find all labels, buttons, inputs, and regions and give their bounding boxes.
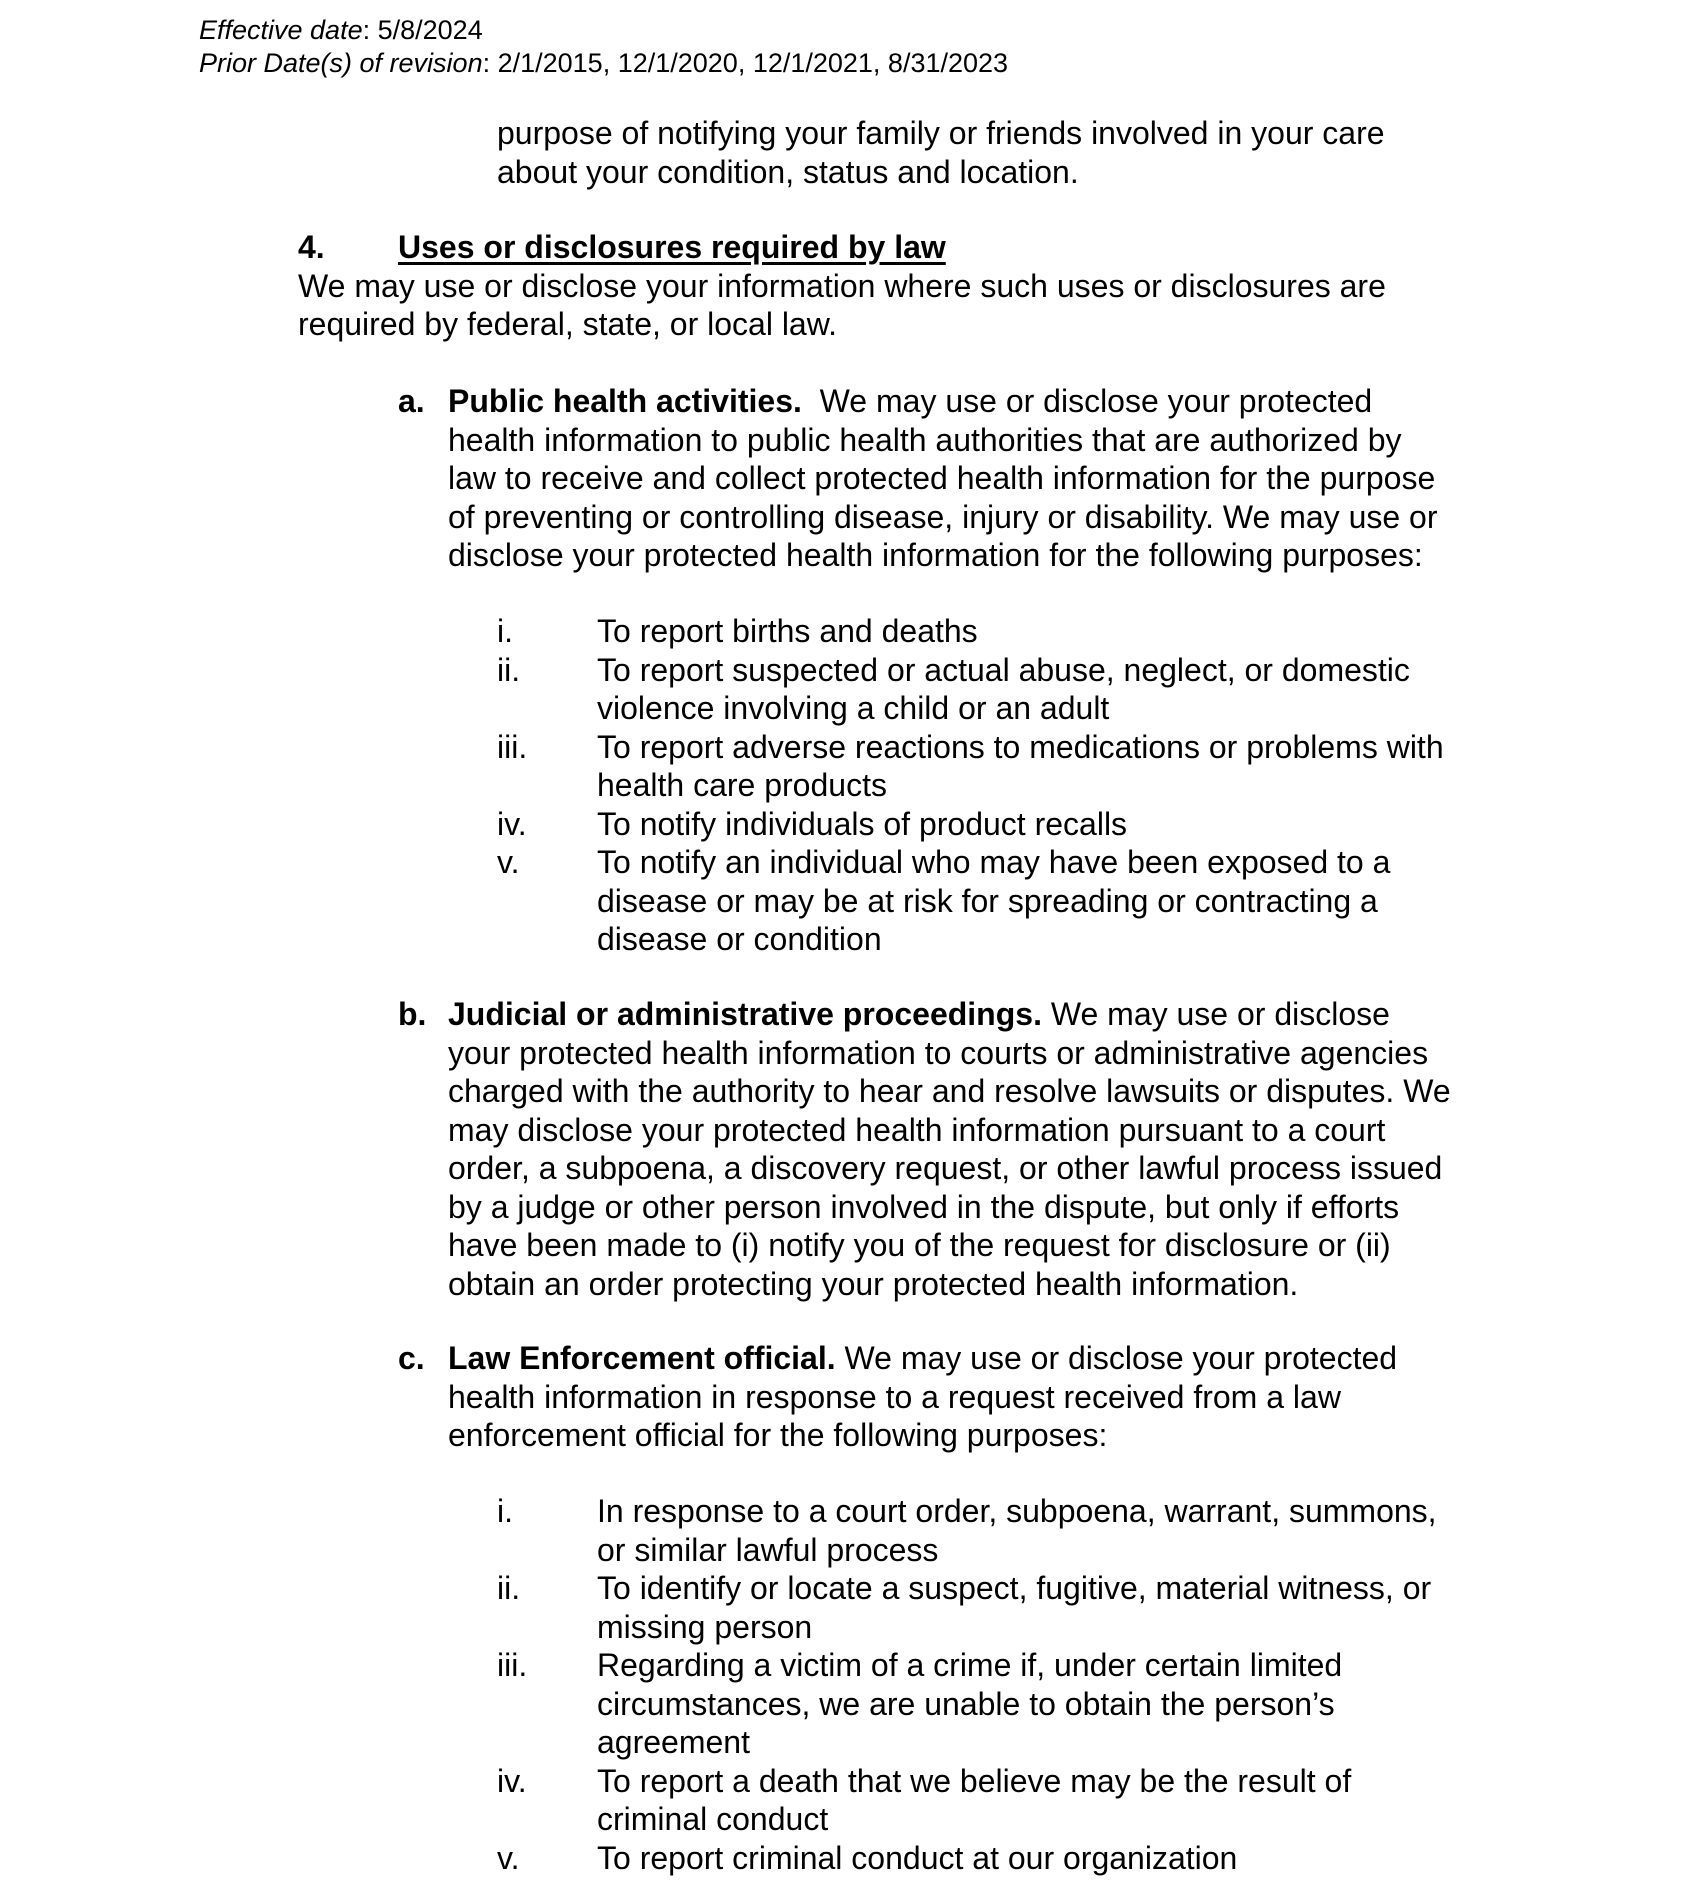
list-item-line: violence involving a child or an adult (597, 690, 1110, 726)
list-item-line: To report suspected or actual abuse, neglect, or domestic (597, 651, 1410, 688)
section-number: 4. (298, 229, 325, 265)
list-item-line: Regarding a victim of a crime if, under certain limited (597, 1647, 1343, 1683)
list-item-line: disease or condition (597, 921, 882, 957)
list-item (497, 1569, 1507, 1646)
list-item-text (597, 1762, 1507, 1839)
subsection-line: obtain an order protecting your protected health information. (448, 1265, 1299, 1302)
subsection-letter: a. (398, 383, 425, 419)
list-item-number: iv. (497, 1762, 527, 1799)
subsection-title: Judicial or administrative proceedings. (448, 996, 1042, 1032)
list-item-text (597, 1839, 1507, 1878)
subsection-a (398, 382, 1508, 575)
subsection-text: We may use or disclose your protected (835, 1340, 1398, 1376)
subsection-title: Law Enforcement official. (448, 1340, 836, 1376)
list-item-line: To report criminal conduct at our organization (597, 1839, 1238, 1876)
subsection-line: order, a subpoena, a discovery request, or other lawful process issued (448, 1150, 1443, 1186)
list-item-number: v. (497, 1839, 520, 1876)
list-item-line: In response to a court order, subpoena, warrant, summons, (597, 1493, 1437, 1529)
list-item-line: health care products (597, 767, 887, 803)
list-item-number: i. (497, 613, 513, 649)
revision-dates-label: Prior Date(s) of revision (199, 48, 483, 78)
subsection-title: Public health activities. (448, 383, 802, 419)
list-item-line: To report adverse reactions to medications or problems with (597, 728, 1444, 765)
list-item-text (597, 843, 1507, 959)
subsection-line: your protected health information to courts or administrative agencies (448, 1034, 1429, 1071)
section-title: Uses or disclosures required by law (398, 229, 946, 265)
subsection-a-list (497, 612, 1507, 959)
section-4 (298, 228, 1518, 344)
list-item-line: disease or may be at risk for spreading or contracting a (597, 882, 1378, 919)
list-item-line: To report a death that we believe may be the result of (597, 1762, 1352, 1799)
list-item-number: ii. (497, 651, 521, 688)
list-item (497, 1492, 1507, 1569)
document-header (199, 14, 1008, 80)
list-item (497, 1839, 1507, 1878)
list-item-text (597, 805, 1507, 844)
list-item (497, 1762, 1507, 1839)
subsection-c-list (497, 1492, 1507, 1877)
list-item-text (597, 651, 1507, 728)
subsection-line: by a judge or other person involved in the dispute, but only if efforts (448, 1188, 1400, 1225)
list-item (497, 651, 1507, 728)
list-item (497, 843, 1507, 959)
subsection-c (398, 1339, 1508, 1455)
revision-dates-line (199, 47, 1008, 80)
effective-date-label: Effective date (199, 15, 363, 45)
subsection-text: We may use or disclose (1041, 996, 1390, 1032)
list-item (497, 805, 1507, 844)
subsection-line: law to receive and collect protected health information for the purpose (448, 460, 1436, 496)
list-item-line: To notify an individual who may have been exposed to a (597, 844, 1391, 880)
section-intro-line: required by federal, state, or local law. (298, 306, 837, 342)
list-item-text (597, 1569, 1507, 1646)
list-item-line: missing person (597, 1608, 813, 1645)
continuation-paragraph (497, 114, 1517, 191)
continuation-line: purpose of notifying your family or friends involved in your care (497, 115, 1385, 151)
list-item-number: iii. (497, 1647, 528, 1683)
subsection-body (448, 1339, 1508, 1455)
effective-date-value: : 5/8/2024 (362, 15, 483, 45)
list-item-number: v. (497, 844, 520, 880)
subsection-line (448, 382, 1508, 421)
list-item-number: ii. (497, 1570, 521, 1606)
subsection-line: have been made to (i) notify you of the request for disclosure or (ii) (448, 1227, 1391, 1263)
subsection-letter: b. (398, 996, 427, 1032)
list-item-line: circumstances, we are unable to obtain the person’s (597, 1685, 1335, 1722)
subsection-line: enforcement official for the following purposes: (448, 1417, 1108, 1453)
section-intro-line: We may use or disclose your information where such uses or disclosures are (298, 267, 1386, 304)
subsection-letter: c. (398, 1340, 425, 1376)
list-item-line: or similar lawful process (597, 1531, 939, 1568)
effective-date-line (199, 14, 1008, 47)
subsection-body (448, 995, 1508, 1303)
list-item (497, 1646, 1507, 1762)
list-item-text (597, 612, 1507, 651)
list-item-line: criminal conduct (597, 1801, 829, 1837)
list-item-number: iv. (497, 805, 527, 842)
list-item-line: agreement (597, 1724, 750, 1760)
list-item-number: i. (497, 1493, 513, 1529)
list-item-line: To notify individuals of product recalls (597, 805, 1128, 842)
subsection-line (448, 995, 1508, 1034)
list-item-text (597, 1646, 1507, 1762)
subsection-b (398, 995, 1508, 1303)
subsection-text: We may use or disclose your protected (801, 383, 1373, 419)
subsection-line: of preventing or controlling disease, injury or disability. We may use or (448, 498, 1438, 535)
list-item (497, 612, 1507, 651)
list-item (497, 728, 1507, 805)
subsection-body (448, 382, 1508, 575)
subsection-line: charged with the authority to hear and resolve lawsuits or disputes. We (448, 1073, 1451, 1109)
revision-dates-value: : 2/1/2015, 12/1/2020, 12/1/2021, 8/31/2023 (482, 48, 1009, 78)
list-item-line: To identify or locate a suspect, fugitive, material witness, or (597, 1570, 1432, 1606)
subsection-line: health information in response to a request received from a law (448, 1378, 1341, 1415)
list-item-line: To report births and deaths (597, 613, 978, 649)
subsection-line: health information to public health authorities that are authorized by (448, 421, 1402, 458)
subsection-line: may disclose your protected health information pursuant to a court (448, 1111, 1386, 1148)
list-item-text (597, 728, 1507, 805)
list-item-number: iii. (497, 728, 528, 765)
list-item-text (597, 1492, 1507, 1569)
subsection-line (448, 1339, 1508, 1378)
continuation-line: about your condition, status and location. (497, 153, 1079, 190)
subsection-line: disclose your protected health information for the following purposes: (448, 537, 1423, 573)
section-heading (298, 228, 1518, 267)
